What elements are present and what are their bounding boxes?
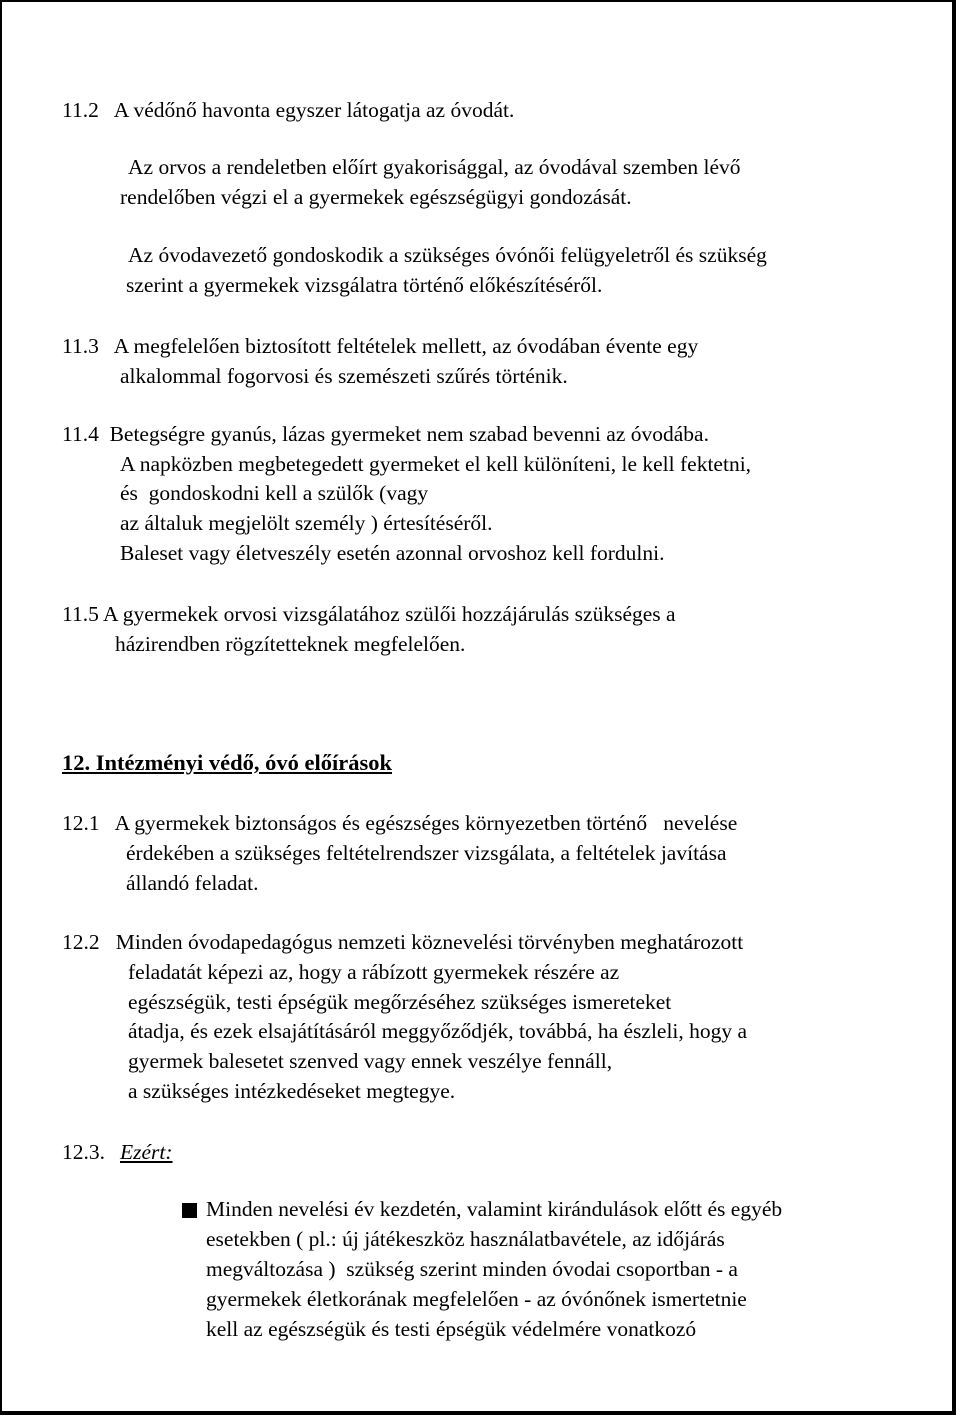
p11-4-line3: és gondoskodni kell a szülők (vagy <box>120 481 429 505</box>
bullet1-line3: megváltozása ) szükség szerint minden óvodai csoportban - a <box>206 1257 738 1281</box>
p12-2-line6: a szükséges intézkedéseket megtegye. <box>128 1079 456 1103</box>
p11-4-line5: Baleset vagy életveszély esetén azonnal orvoshoz kell fordulni. <box>120 541 665 565</box>
bullet1-line2: esetekben ( pl.: új játékeszköz használatbavétele, az időjárás <box>206 1227 725 1251</box>
p12-1-line1: 12.1 A gyermekek biztonságos és egészséges környezetben történő nevelése <box>62 811 738 835</box>
bullet-square-icon <box>182 1203 197 1218</box>
section-12-title: 12. Intézményi védő, óvó előírások <box>62 750 392 775</box>
p11-4-line2: A napközben megbetegedett gyermeket el kell különíteni, le kell fektetni, <box>120 452 752 476</box>
p12-3-number: 12.3. <box>62 1140 105 1164</box>
p12-1-line3: állandó feladat. <box>126 871 259 895</box>
p11-4-line1: 11.4 Betegségre gyanús, lázas gyermeket nem szabad bevenni az óvodába. <box>62 422 709 446</box>
bullet1-line4: gyermekek életkorának megfelelően - az óvónőnek ismertetnie <box>206 1287 747 1311</box>
p11-4-line4: az általuk megjelölt személy ) értesítéséről. <box>120 511 493 535</box>
p11-5-line1: 11.5 A gyermekek orvosi vizsgálatához szülői hozzájárulás szükséges a <box>62 602 676 626</box>
p11-2-line3: rendelőben végzi el a gyermekek egészségügyi gondozását. <box>120 185 632 209</box>
p11-2-line2: Az orvos a rendeletben előírt gyakorisággal, az óvodával szemben lévő <box>128 155 741 179</box>
p12-3-label: Ezért: <box>120 1140 173 1164</box>
p12-2-line5: gyermek balesetet szenved vagy ennek veszélye fennáll, <box>128 1049 613 1073</box>
p11-5-line2: házirendben rögzítetteknek megfelelően. <box>115 632 466 656</box>
p12-2-line4: átadja, és ezek elsajátításáról meggyőződjék, továbbá, ha észleli, hogy a <box>128 1019 748 1043</box>
p11-3-line1: 11.3 A megfelelően biztosított feltételek mellett, az óvodában évente egy <box>62 334 699 358</box>
bullet1-line1: Minden nevelési év kezdetén, valamint kirándulások előtt és egyéb <box>206 1197 783 1221</box>
p12-2-line1: 12.2 Minden óvodapedagógus nemzeti köznevelési törvényben meghatározott <box>62 930 744 954</box>
p12-1-line2: érdekében a szükséges feltételrendszer vizsgálata, a feltételek javítása <box>126 841 727 865</box>
p11-3-line2: alkalommal fogorvosi és szemészeti szűrés történik. <box>120 364 568 388</box>
p11-2-line1: 11.2 A védőnő havonta egyszer látogatja az óvodát. <box>62 98 515 122</box>
bullet1-line5: kell az egészségük és testi épségük védelmére vonatkozó <box>206 1317 697 1341</box>
p12-2-line2: feladatát képezi az, hogy a rábízott gyermekek részére az <box>128 960 620 984</box>
p12-2-line3: egészségük, testi épségük megőrzéséhez szükséges ismereteket <box>128 990 672 1014</box>
p11-2-line5: szerint a gyermekek vizsgálatra történő előkészítéséről. <box>126 273 603 297</box>
p11-2-line4: Az óvodavezető gondoskodik a szükséges óvónői felügyeletről és szükség <box>128 243 767 267</box>
